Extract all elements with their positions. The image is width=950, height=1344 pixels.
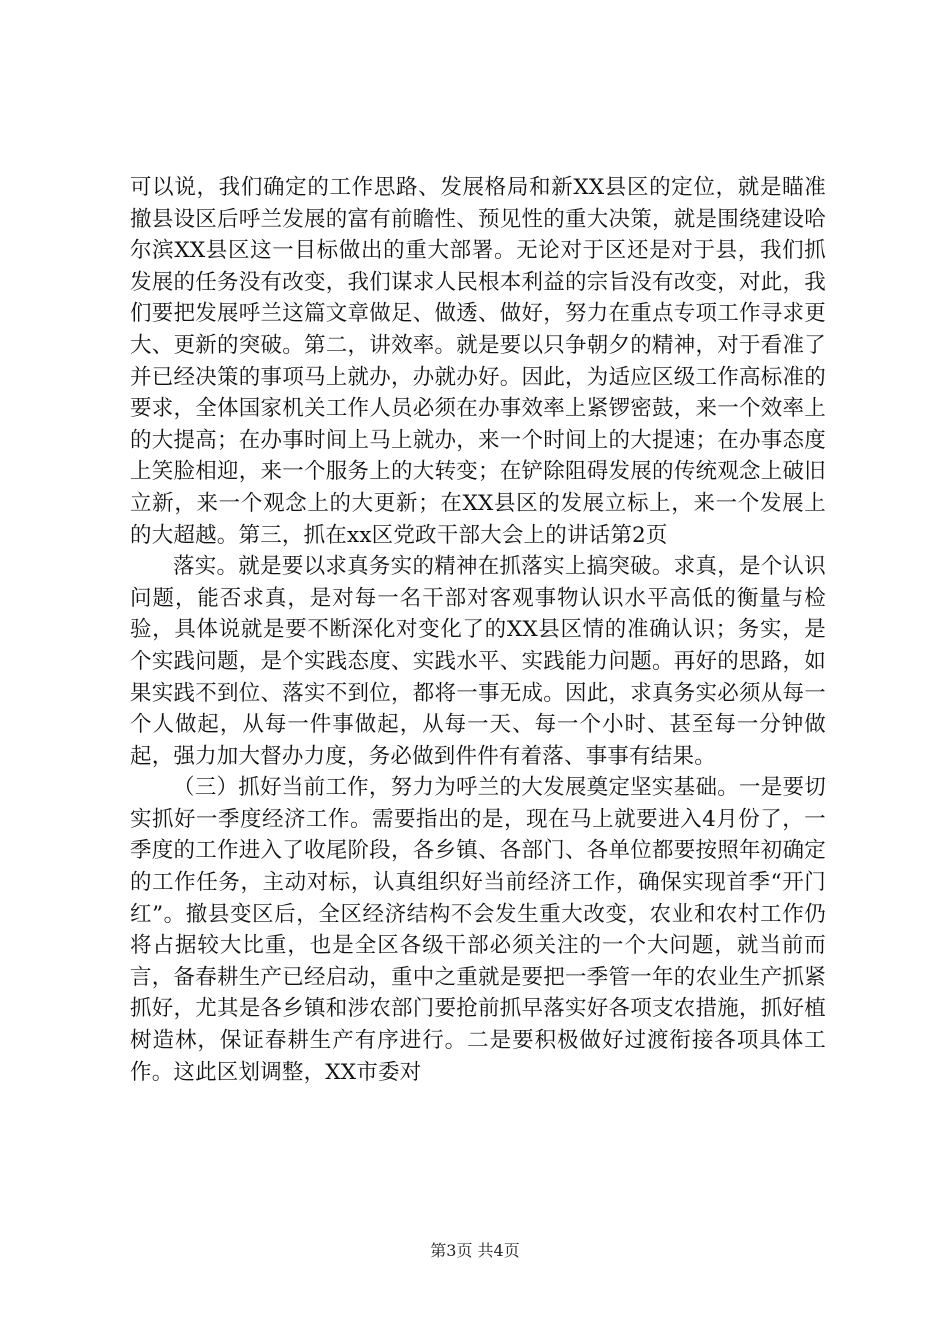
paragraph-3: （三）抓好当前工作，努力为呼兰的大发展奠定坚实基础。一是要切实抓好一季度经济工作。需要指出的是，现在马上就要进入4月份了，一季度的工作进入了收尾阶段，各乡镇、各部门、各单位都要按照年初确定的工作任务，主动对标，认真组织好当前经济工作，确保实现首季“开门红”。撤县变区后，全区经济结构不会发生重大改变，农业和农村工作仍将占据较大比重，也是全区各级干部必须关注的一个大问题，就当前而言，备春耕生产已经启动，重中之重就是要把一季管一年的农业生产抓紧抓好，尤其是各乡镇和涉农部门要抢前抓早落实好各项支农措施，抓好植树造林，保证春耕生产有序进行。二是要积极做好过渡衔接各项具体工作。这此区划调整，XX市委对	[130, 775, 826, 1085]
body-text	[130, 172, 826, 1088]
page-number-footer: 第3页 共4页	[430, 1241, 520, 1260]
paragraph-1: 可以说，我们确定的工作思路、发展格局和新XX县区的定位，就是瞄准撤县设区后呼兰发展的富有前瞻性、预见性的重大决策，就是围绕建设哈尔滨XX县区这一目标做出的重大部署。无论对于区还是对于县，我们抓发展的任务没有改变，我们谋求人民根本利益的宗旨没有改变，对此，我们要把发展呼兰这篇文章做足、做透、做好，努力在重点专项工作寻求更大、更新的突破。第二，讲效率。就是要以只争朝夕的精神，对于看准了并已经决策的事项马上就办，办就办好。因此，为适应区级工作高标准的要求，全体国家机关工作人员必须在办事效率上紧锣密鼓，来一个效率上的大提高；在办事时间上马上就办，来一个时间上的大提速；在办事态度上笑脸相迎，来一个服务上的大转变；在铲除阻碍发展的传统观念上破旧立新，来一个观念上的大更新；在XX县区的发展立标上，来一个发展上的大超越。第三，抓在xx区党政干部大会上的讲话第2页	[130, 175, 826, 548]
paragraph-2: 落实。就是要以求真务实的精神在抓落实上搞突破。求真，是个认识问题，能否求真，是对每一名干部对客观事物认识水平高低的衡量与检验，具体说就是要不断深化对变化了的XX县区情的准确认识；务实，是个实践问题，是个实践态度、实践水平、实践能力问题。再好的思路，如果实践不到位、落实不到位，都将一事无成。因此，求真务实必须从每一个人做起，从每一件事做起，从每一天、每一个小时、甚至每一分钟做起，强力加大督办力度，务必做到件件有着落、事事有结果。	[130, 554, 826, 769]
